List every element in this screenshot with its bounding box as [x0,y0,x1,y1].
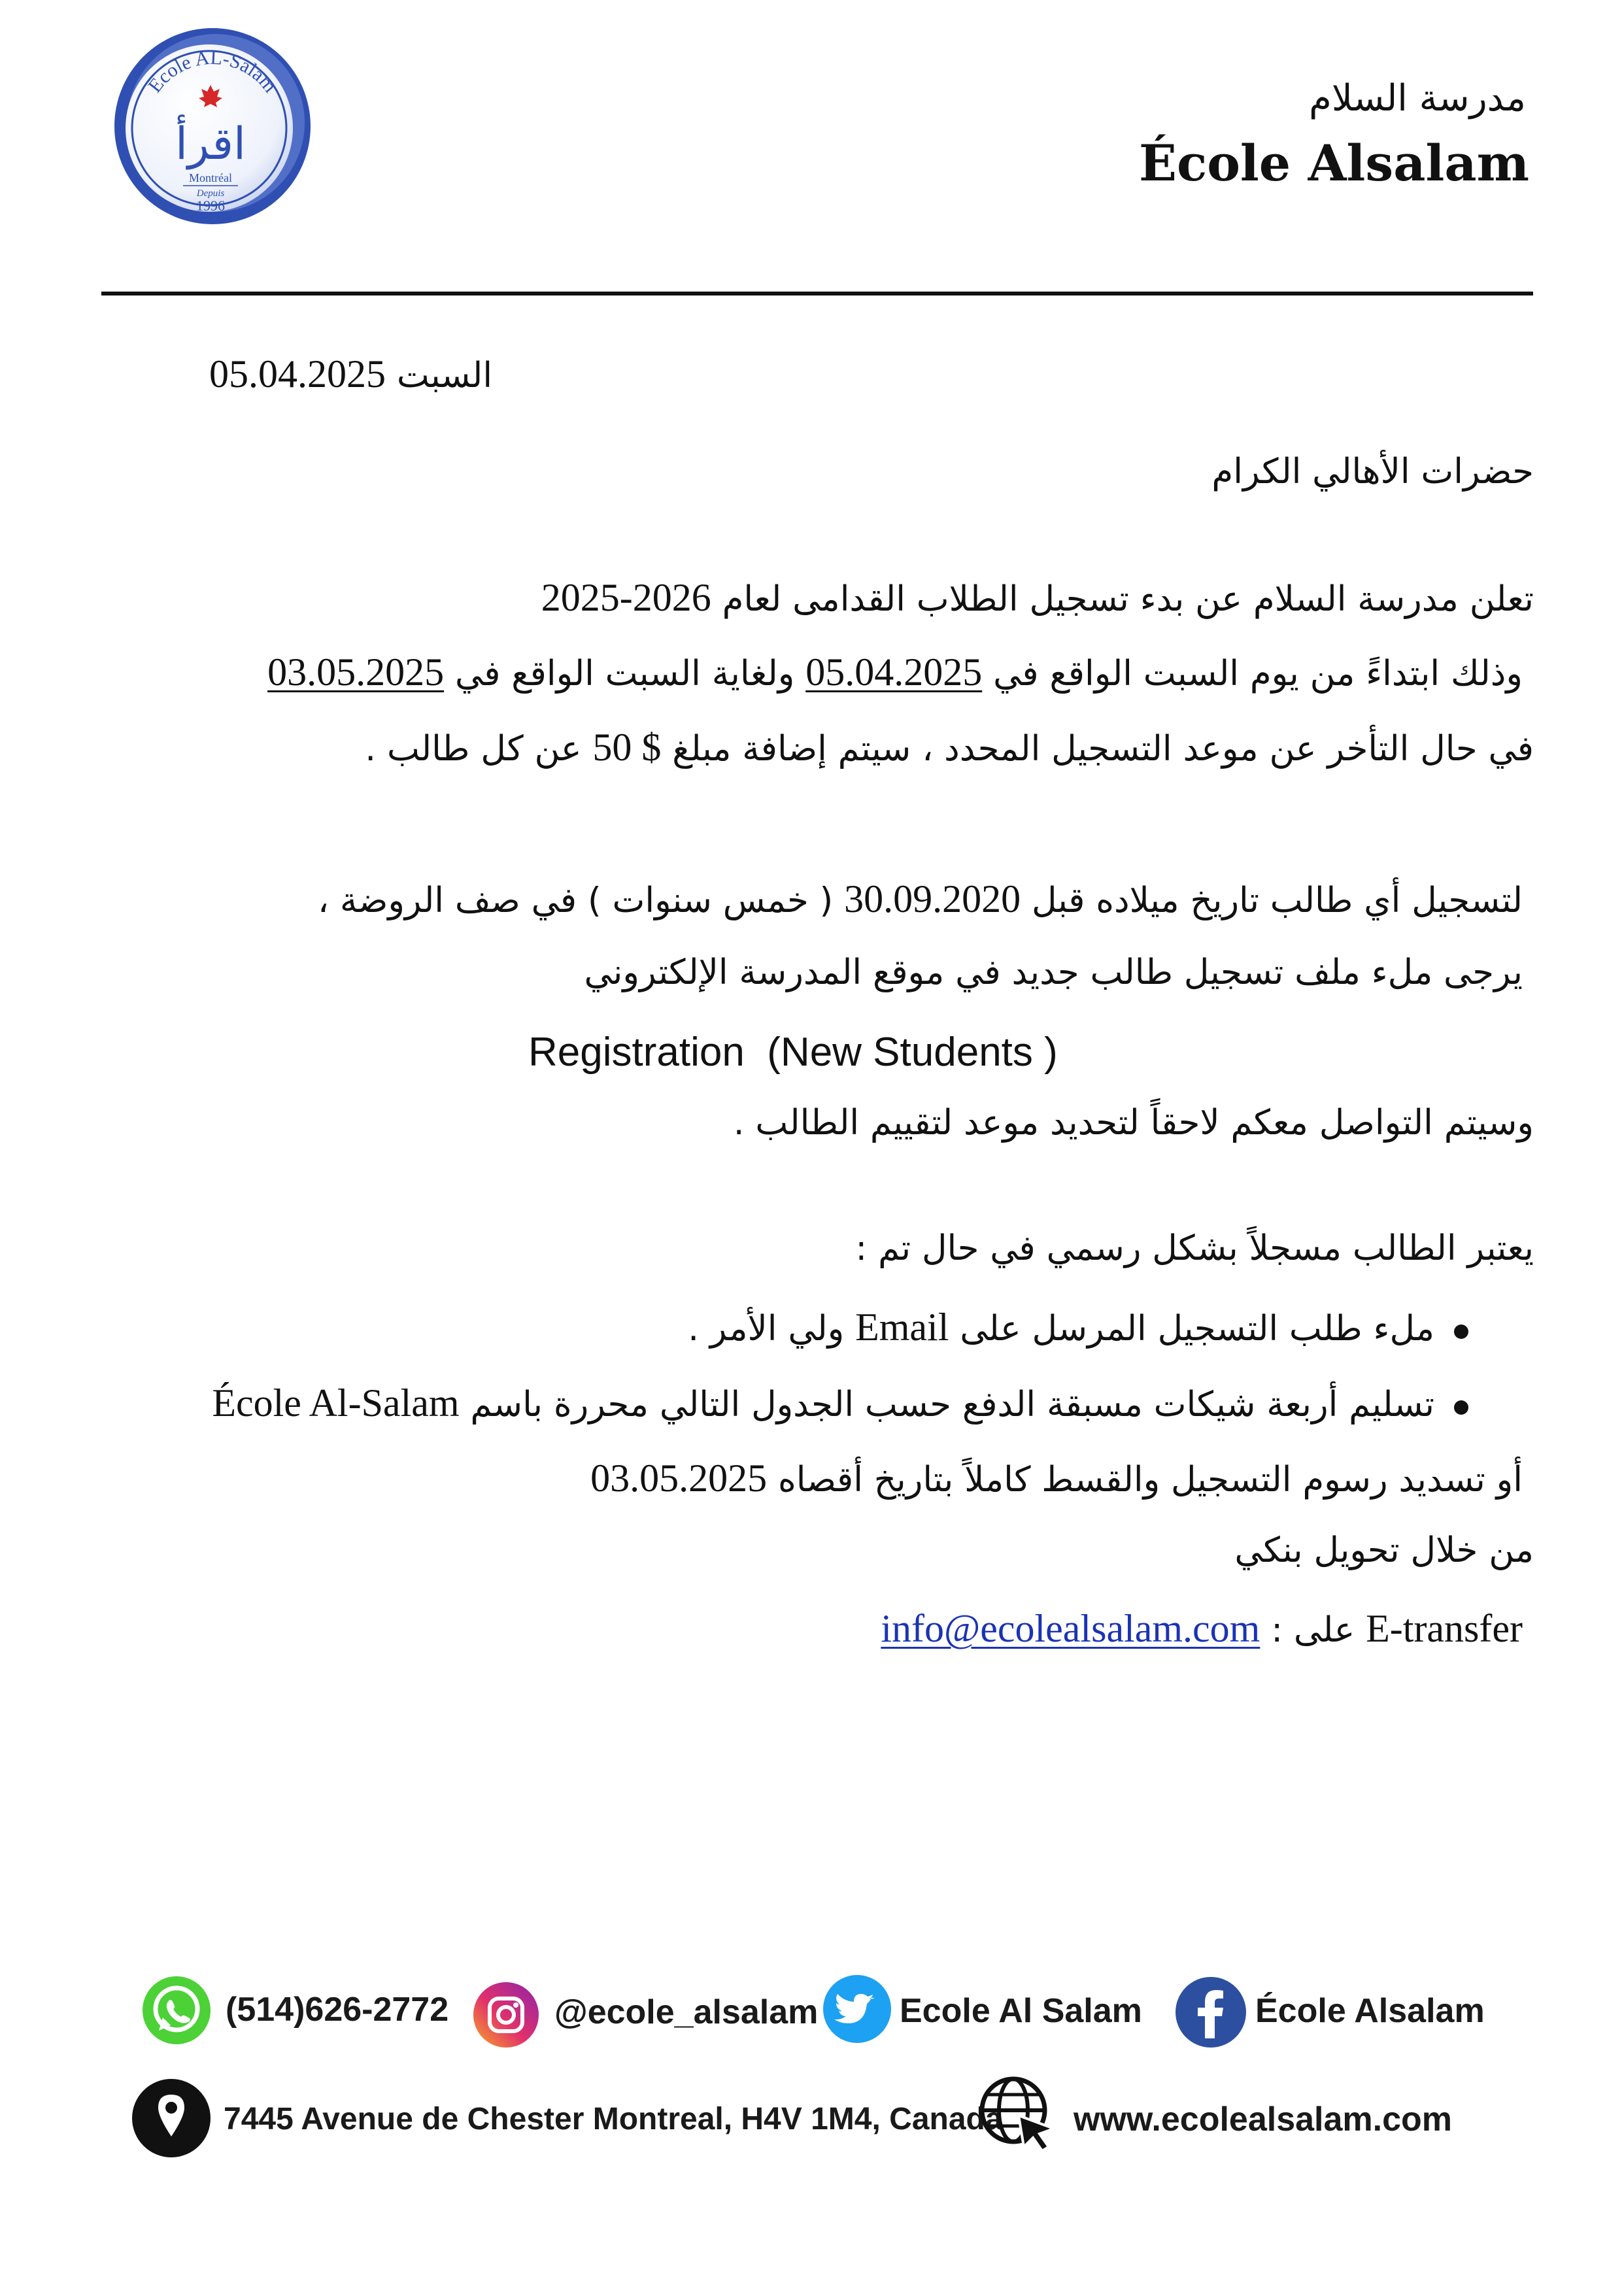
footer-address: 7445 Avenue de Chester Montreal, H4V 1M4, Canada [224,2102,1003,2136]
email-word: Email [855,1306,949,1349]
letter-date-line [209,352,492,397]
footer-facebook: École Alsalam [1255,1992,1485,2030]
greeting: حضرات الأهالي الكرام [1211,452,1534,492]
bank-transfer-line: من خلال تحويل بنكي [1234,1530,1534,1570]
payment-deadline-line: أو تسديد رسوم التسجيل والقسط كاملاً بتاريخ أقصاه 03.05.2025 [590,1457,1523,1500]
footer-instagram: @ecole_alsalam [554,1993,819,2031]
footer-website[interactable]: www.ecolealsalam.com [1074,2100,1453,2138]
letter-day: السبت [396,356,493,396]
logo-ring-text: Ecole AL-Salam [144,46,281,97]
globe-cursor-icon [977,2074,1058,2155]
bullet-item-1: ملء طلب التسجيل المرسل على Email ولي الأمر . [688,1306,1434,1349]
payment-deadline-date: 03.05.2025 [590,1457,768,1500]
end-date: 03.05.2025 [267,650,445,694]
registration-heading: Registration (New Students ) [528,1030,1058,1075]
new-student-line-1: لتسجيل أي طالب تاريخ ميلاده قبل 30.09.2020 ( خمس سنوات ) في صف الروضة ، [317,877,1523,920]
bullet-icon [1454,1400,1468,1415]
new-student-line-2: يرجى ملء ملف تسجيل طالب جديد في موقع المدرسة الإلكتروني [584,953,1523,992]
footer-twitter: Ecole Al Salam [900,1992,1142,2030]
official-registration-intro: يعتبر الطالب مسجلاً بشكل رسمي في حال تم : [855,1228,1534,1268]
new-student-line-4: وسيتم التواصل معكم لاحقاً لتحديد موعد لتقييم الطالب . [733,1103,1534,1143]
start-date: 05.04.2025 [805,650,983,694]
school-logo [111,25,314,228]
birth-cutoff-date: 30.09.2020 [844,877,1021,920]
school-year: 2025-2026 [541,576,711,619]
instagram-icon [472,1981,540,2049]
etransfer-label: E-transfer [1366,1607,1523,1650]
logo-since-label: Depuis [196,188,225,199]
logo-city: Montréal [189,171,232,184]
whatsapp-icon [141,1974,212,2046]
etransfer-email-link[interactable]: info@ecolealsalam.com [881,1607,1260,1650]
logo-since-year: 1996 [196,197,225,214]
etransfer-line: E-transfer على : info@ecolealsalam.com [881,1607,1523,1650]
facebook-icon [1174,1976,1247,2049]
letter-date: 05.04.2025 [209,352,386,396]
location-pin-icon [131,2078,212,2159]
footer-phone: (514)626-2772 [226,1991,449,2029]
announcement-line-3: في حال التأخر عن موعد التسجيل المحدد ، سيتم إضافة مبلغ 50 $ عن كل طالب . [365,726,1534,769]
logo-emblem: اقرأ [175,118,246,170]
late-fee: 50 $ [592,726,662,769]
school-name-arabic: مدرسة السلام [1309,77,1526,120]
announcement-line-1: تعلن مدرسة السلام عن بدء تسجيل الطلاب القدامى لعام 2025-2026 [541,576,1534,619]
announcement-line-2: وذلك ابتداءً من يوم السبت الواقع في 05.04.2025 ولغاية السبت الواقع في 03.05.2025 [267,650,1523,694]
school-name-french: École Alsalam [1139,134,1529,192]
bullet-icon [1454,1324,1468,1339]
cheque-payee: École Al-Salam [212,1381,460,1425]
header-divider [101,292,1533,295]
bullet-item-2: تسليم أربعة شيكات مسبقة الدفع حسب الجدول التالي محررة باسم École Al-Salam [212,1381,1434,1425]
twitter-icon [821,1973,893,2045]
